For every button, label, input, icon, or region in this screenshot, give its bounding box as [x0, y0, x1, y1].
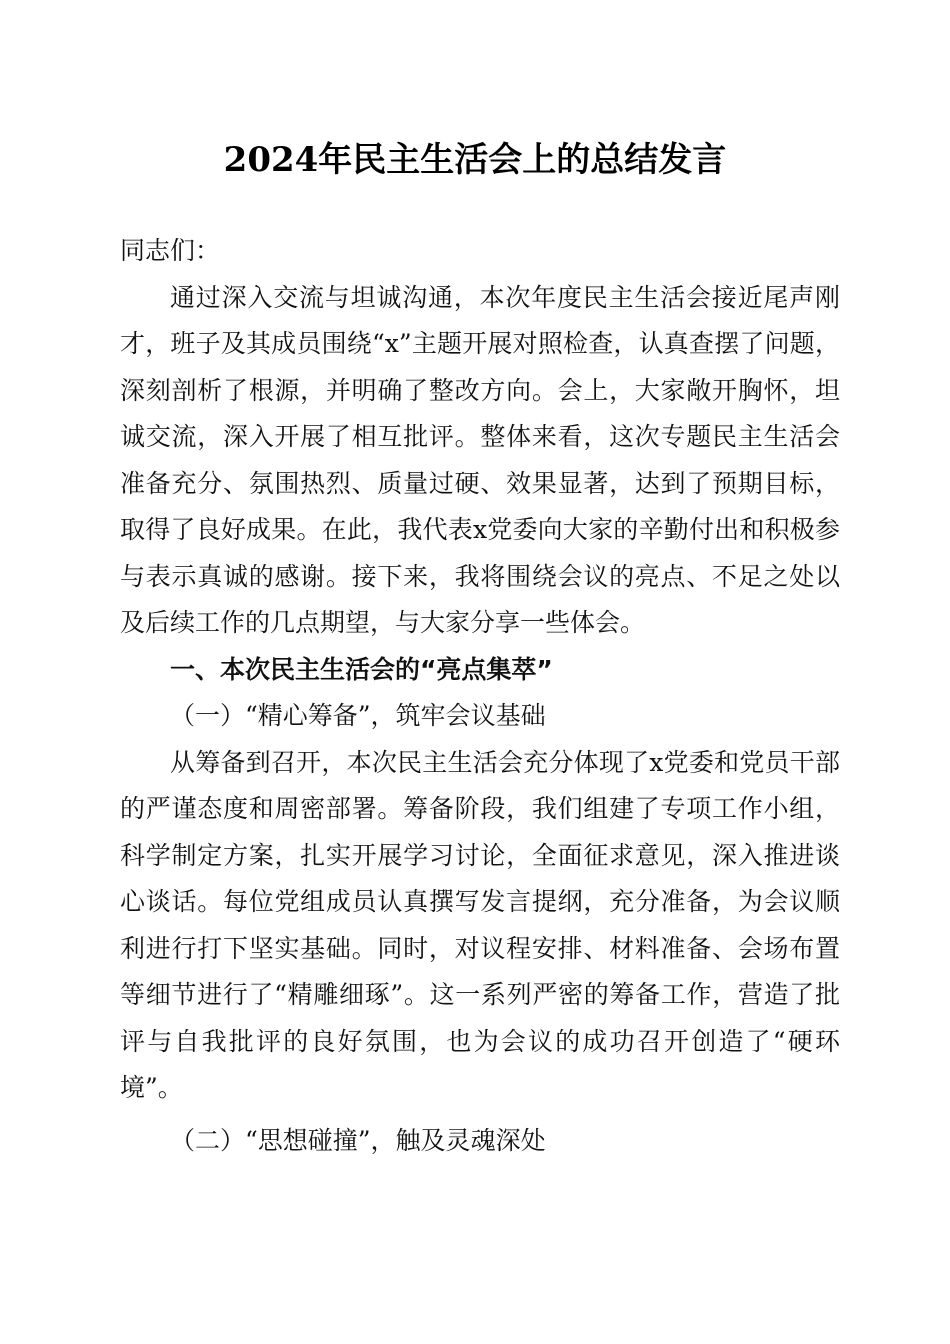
- paragraph-intro: 通过深入交流与坦诚沟通，本次年度民主生活会接近尾声刚才，班子及其成员围绕“x”主题开展对照检查，认真查摆了问题，深刻剖析了根源，并明确了整改方向。会上，大家敞开胸怀，坦诚交流，深入开展了相互批评。整体来看，这次专题民主生活会准备充分、氛围热烈、质量过硬、效果显著，达到了预期目标，取得了良好成果。在此，我代表x党委向大家的辛勤付出和积极参与表示真诚的感谢。接下来，我将围绕会议的亮点、不足之处以及后续工作的几点期望，与大家分享一些体会。: [120, 282, 840, 637]
- section-heading-1: 一、本次民主生活会的“亮点集萃”: [170, 654, 553, 684]
- subsection-heading-2: （二）“思想碰撞”，触及灵魂深处: [170, 1125, 546, 1155]
- document-body: [120, 228, 840, 1164]
- subsection-heading-1: （一）“精心筹备”，筑牢会议基础: [170, 701, 546, 730]
- document-title: 2024年民主生活会上的总结发言: [223, 140, 727, 180]
- paragraph-preparation: 从筹备到召开，本次民主生活会充分体现了x党委和党员干部的严谨态度和周密部署。筹备阶段，我们组建了专项工作小组，科学制定方案，扎实开展学习讨论，全面征求意见，深入推进谈心谈话。每位党组成员认真撰写发言提纲，充分准备，为会议顺利进行打下坚实基础。同时，对议程安排、材料准备、会场布置等细节进行了“精雕细琢”。这一系列严密的筹备工作，营造了批评与自我批评的良好氛围，也为会议的成功召开创造了“硬环境”。: [120, 747, 840, 1102]
- salutation: 同志们：: [120, 236, 221, 265]
